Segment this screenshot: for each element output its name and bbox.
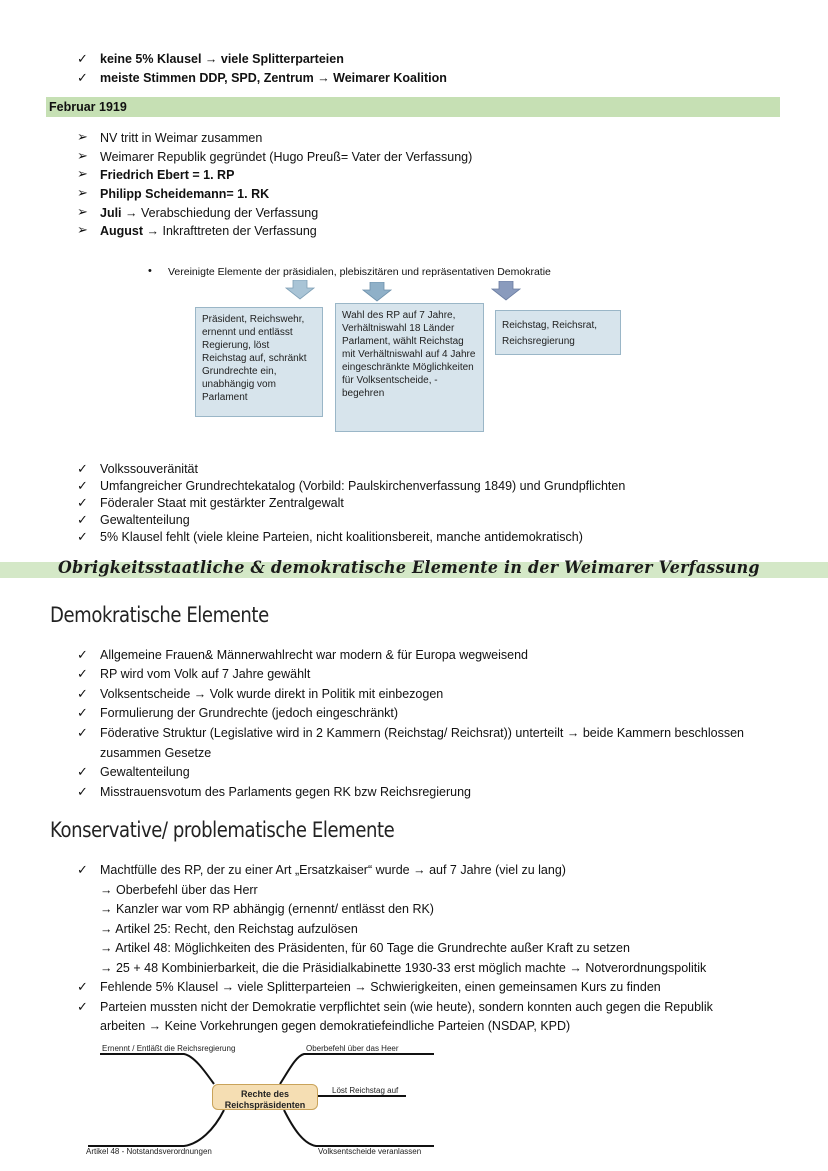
check-icon: ✓ [77,495,88,510]
check-icon: ✓ [77,764,88,779]
banner-title: Obrigkeitsstaatliche & demokratische Elemente in der Weimarer Verfassung [58,558,760,577]
mindmap [84,1040,438,1162]
check-item: Parteien mussten nicht der Demokratie verpflichtet sein (wie heute), sondern konnten auch gegen die Republik [100,1000,713,1014]
check-icon: ✓ [77,478,88,493]
check-item: Gewaltenteilung [100,765,190,779]
check-icon: ✓ [77,51,88,66]
box-presidential: Präsident, Reichswehr, ernennt und entlässt Regierung, löst Reichstag auf, schränkt Grundrechte ein, unabhängig vom Parlament [195,307,323,417]
check-item: Machtfülle des RP, der zu einer Art „Ersatzkaiser“ wurde → auf 7 Jahre (viel zu lang) [100,863,566,877]
sub-item: → 25 + 48 Kombinierbarkeit, die die Präsidialkabinette 1930-33 erst möglich machte → Notverordnungspolitik [100,961,707,975]
check-icon: ✓ [77,979,88,994]
check-icon: ✓ [77,725,88,740]
mindmap-label: Volksentscheide veranlassen [318,1147,422,1156]
arrow-bullet-icon: ➢ [77,166,88,181]
mindmap-center-line: Rechte des [240,1089,290,1099]
list-item: August → Inkrafttreten der Verfassung [100,224,317,238]
sub-item: → Artikel 48: Möglichkeiten des Präsidenten, für 60 Tage die Grundrechte außer Kraft zu setzen [100,941,630,955]
check-item: RP wird vom Volk auf 7 Jahre gewählt [100,667,311,681]
check-item: Föderaler Staat mit gestärkter Zentralgewalt [100,496,344,510]
check-icon: ✓ [77,705,88,720]
check-item: Umfangreicher Grundrechtekatalog (Vorbild: Paulskirchenverfassung 1849) und Grundpflichten [100,479,626,493]
arrow-bullet-icon: ➢ [77,148,88,163]
check-item: Föderative Struktur (Legislative wird in 2 Kammern (Reichstag/ Reichsrat)) unterteilt → beide Kammern beschlossen [100,726,745,740]
check-item: meiste Stimmen DDP, SPD, Zentrum → Weimarer Koalition [100,71,447,85]
check-icon: ✓ [77,784,88,799]
mindmap-label: Ernennt / Entläßt die Reichsregierung [102,1044,236,1053]
check-item-cont: arbeiten → Keine Vorkehrungen gegen demokratiefeindliche Parteien (NSDAP, KPD) [100,1019,571,1033]
arrow-bullet-icon: ➢ [77,129,88,144]
check-item: keine 5% Klausel → viele Splitterparteien [100,52,344,66]
arrow-bullet-icon: ➢ [77,185,88,200]
check-item: Volkssouveränität [100,462,198,476]
check-icon: ✓ [77,686,88,701]
check-icon: ✓ [77,512,88,527]
list-item: Weimarer Republik gegründet (Hugo Preuß= Vater der Verfassung) [100,150,473,164]
demo-heading: Demokratische Elemente [50,603,269,627]
box-representative: Reichstag, Reichsrat, Reichsregierung [495,310,621,355]
check-icon: ✓ [77,862,88,877]
arrow-bullet-icon: ➢ [77,204,88,219]
down-arrow-icon [491,281,521,301]
list-item: Philipp Scheidemann= 1. RK [100,187,270,201]
arrow-bullet-icon: ➢ [77,222,88,237]
check-item: 5% Klausel fehlt (viele kleine Parteien, nicht koalitionsbereit, manche antidemokratisch) [100,530,583,544]
mindmap-center [212,1084,318,1110]
list-item: Juli → Verabschiedung der Verfassung [100,206,319,220]
sub-item: → Kanzler war vom RP abhängig (ernennt/ entlässt den RK) [100,902,434,916]
check-item: Fehlende 5% Klausel → viele Splitterparteien → Schwierigkeiten, einen gemeinsamen Kurs zu finden [100,980,661,994]
section-title: Februar 1919 [49,100,127,114]
check-item: Formulierung der Grundrechte (jedoch eingeschränkt) [100,706,399,720]
diagram-bullet: Vereinigte Elemente der präsidialen, plebiszitären und repräsentativen Demokratie [168,266,551,278]
kons-heading: Konservative/ problematische Elemente [50,818,395,842]
check-icon: ✓ [77,529,88,544]
check-icon: ✓ [77,999,88,1014]
check-icon: ✓ [77,461,88,476]
check-item-cont: zusammen Gesetze [100,746,212,760]
mindmap-center-line: Reichspräsidenten [224,1100,306,1110]
mindmap-label: Oberbefehl über das Heer [306,1044,399,1053]
check-icon: ✓ [77,647,88,662]
dot-icon: • [148,265,152,277]
check-item: Gewaltenteilung [100,513,190,527]
sub-item: → Oberbefehl über das Herr [100,883,258,897]
check-item: Misstrauensvotum des Parlaments gegen RK bzw Reichsregierung [100,785,472,799]
list-item: NV tritt in Weimar zusammen [100,131,263,145]
mindmap-label: Löst Reichstag auf [332,1086,399,1095]
section-band [46,97,780,117]
mindmap-label: Artikel 48 - Notstandsverordnungen [86,1147,212,1156]
down-arrow-icon [362,282,392,302]
list-item: Friedrich Ebert = 1. RP [100,168,235,182]
check-icon: ✓ [77,70,88,85]
down-arrow-icon [285,280,315,300]
check-item: Allgemeine Frauen& Männerwahlrecht war modern & für Europa wegweisend [100,648,528,662]
check-item: Volksentscheide → Volk wurde direkt in Politik mit einbezogen [100,687,444,701]
sub-item: → Artikel 25: Recht, den Reichstag aufzulösen [100,922,358,936]
check-icon: ✓ [77,666,88,681]
box-plebiscitary: Wahl des RP auf 7 Jahre, Verhältniswahl 18 Länder Parlament, wählt Reichstag mit Verhältniswahl auf 4 Jahre eingeschränkte Möglichkeiten für Volksentscheide, - begehren [335,303,484,432]
